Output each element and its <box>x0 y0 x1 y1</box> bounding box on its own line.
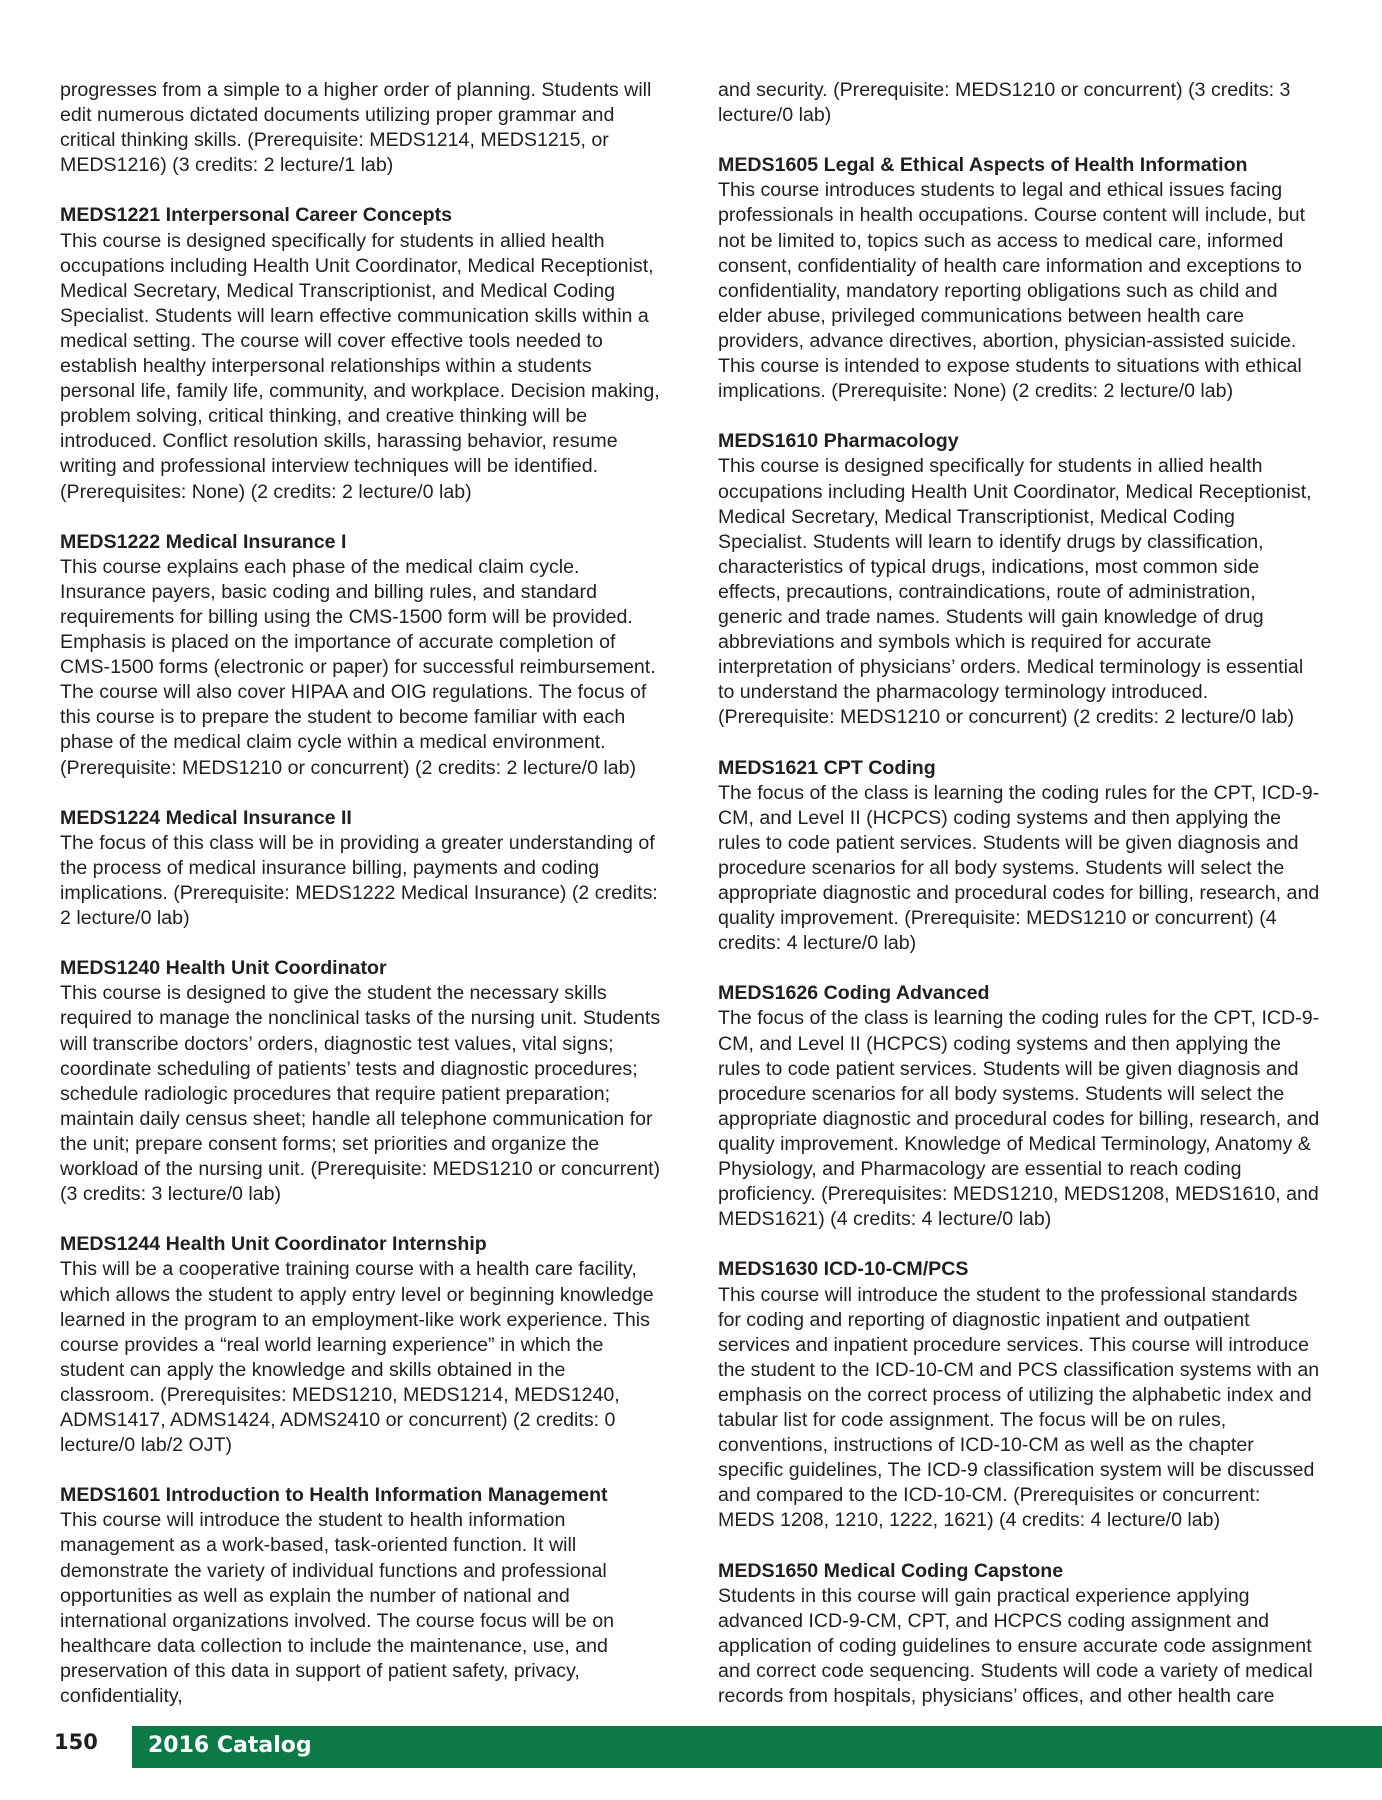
course-title: MEDS1621 CPT Coding <box>718 756 936 779</box>
left-column-intro: progresses from a simple to a higher order of planning. Students will edit numerous dictated documents utilizing proper grammar and critical thinking skills. (Prerequisite: MEDS1214, MEDS1215, or MEDS1216) (3 credits: 2 lecture/1 lab) <box>60 79 652 177</box>
course-entry-meds1621 <box>718 756 1322 957</box>
course-description: This course introduces students to legal and ethical issues facing professionals in health occupations. Course content will include, but not be limited to, topics such as access to medical care, informed consent, confidentiality of health care information and exceptions to confidentiality, mandatory reporting obligations such as child and elder abuse, privileged communications between health care providers, advance directives, abortion, physician-assisted suicide. This course is intended to expose students to situations with ethical implications. (Prerequisite: None) (2 credits: 2 lecture/0 lab) <box>718 179 1306 403</box>
course-entry-meds1240 <box>60 956 664 1207</box>
course-title: MEDS1244 Health Unit Coordinator Internship <box>60 1233 487 1256</box>
course-entry-meds1610 <box>718 429 1322 730</box>
course-entry-meds1222 <box>60 530 664 781</box>
course-description: This will be a cooperative training course with a health care facility, which allows the student to apply entry level or beginning knowledge learned in the program to an employment-like work experience. This course provides a “real world learning experience” in which the student can apply the knowledge and skills obtained in the classroom. (Prerequisites: MEDS1210, MEDS1214, MEDS1240, ADMS1417, ADMS1424, ADMS2410 or concurrent) (2 credits: 0 lecture/0 lab/2 OJT) <box>60 1258 654 1457</box>
course-entry-meds1244 <box>60 1232 664 1458</box>
course-title: MEDS1650 Medical Coding Capstone <box>718 1559 1064 1582</box>
catalog-label: 2016 Catalog <box>148 1733 312 1758</box>
course-entry-meds1626 <box>718 981 1322 1232</box>
course-title: MEDS1601 Introduction to Health Information Management <box>60 1484 608 1507</box>
course-title: MEDS1605 Legal & Ethical Aspects of Health Information <box>718 154 1248 177</box>
course-entry-meds1650 <box>718 1559 1322 1710</box>
course-description: This course will introduce the student to health information management as a work-based, task-oriented function. It will demonstrate the variety of individual functions and professional opportunities as well as explain the number of national and international organizations involved. The course focus will be on healthcare data collection to include the maintenance, use, and preservation of this data in support of patient safety, privacy, confidentiality, <box>60 1509 615 1707</box>
course-description: This course is designed to give the student the necessary skills required to manage the nonclinical tasks of the nursing unit. Students will transcribe doctors’ orders, diagnostic test values, vital signs; coordinate scheduling of patients’ tests and diagnostic procedures; schedule radiologic procedures that require patient preparation; maintain daily census sheet; handle all telephone communication for the unit; prepare consent forms; set priorities and organize the workload of the nursing unit. (Prerequisite: MEDS1210 or concurrent) (3 credits: 3 lecture/0 lab) <box>60 982 661 1206</box>
course-entry-meds1605 <box>718 153 1322 404</box>
course-description: The focus of the class is learning the coding rules for the CPT, ICD-9-CM, and Level II (HCPCS) coding systems and then applying the rules to code patient services. Students will be given diagnosis and procedure scenarios for all body systems. Students will select the appropriate diagnostic and procedural codes for billing, research, and quality improvement. Knowledge of Medical Terminology, Anatomy & Physiology, and Pharmacology are essential to reach coding proficiency. (Prerequisites: MEDS1210, MEDS1208, MEDS1610, and MEDS1621) (4 credits: 4 lecture/0 lab) <box>718 1007 1320 1231</box>
course-entry-meds1224 <box>60 806 664 931</box>
course-description: This course will introduce the student to the professional standards for coding and reporting of diagnostic inpatient and outpatient services and inpatient procedure services. This course will introduce the student to the ICD-10-CM and PCS classification systems with an emphasis on the correct process of utilizing the alphabetic index and tabular list for code assignment. The focus will be on rules, conventions, instructions of ICD-10-CM as well as the chapter specific guidelines, The ICD-9 classification system will be discussed and compared to the ICD-10-CM. (Prerequisites or concurrent: MEDS 1208, 1210, 1222, 1621) (4 credits: 4 lecture/0 lab) <box>718 1283 1320 1532</box>
course-title: MEDS1610 Pharmacology <box>718 430 959 453</box>
course-description: This course is designed specifically for students in allied health occupations including Health Unit Coordinator, Medical Receptionist, Medical Secretary, Medical Transcriptionist, and Medical Coding Specialist. Students will learn effective communication skills within a medical setting. The course will cover effective tools needed to establish healthy interpersonal relationships within a students personal life, family life, community, and workplace. Decision making, problem solving, critical thinking, and creative thinking will be introduced. Conflict resolution skills, harassing behavior, resume writing and professional interview techniques will be identified. (Prerequisites: None) (2 credits: 2 lecture/0 lab) <box>60 229 660 503</box>
page-columns <box>60 78 1322 1709</box>
right-column <box>718 78 1322 1709</box>
left-column <box>60 78 664 1709</box>
course-entry-meds1601 <box>60 1483 664 1709</box>
course-description: This course explains each phase of the medical claim cycle. Insurance payers, basic coding and billing rules, and standard requirements for billing using the CMS-1500 form will be provided. Emphasis is placed on the importance of accurate completion of CMS-1500 forms (electronic or paper) for successful reimbursement. The course will also cover HIPAA and OIG regulations. The focus of this course is to prepare the student to become familiar with each phase of the medical claim cycle within a medical environment. (Prerequisite: MEDS1210 or concurrent) (2 credits: 2 lecture/0 lab) <box>60 555 656 779</box>
footer-bar <box>132 1726 1382 1768</box>
course-title: MEDS1630 ICD-10-CM/PCS <box>718 1258 969 1281</box>
course-description: Students in this course will gain practical experience applying advanced ICD-9-CM, CPT, and HCPCS coding assignment and application of coding guidelines to ensure accurate code assignment and correct code sequencing. Students will code a variety of medical records from hospitals, physicians’ offices, and other health care <box>718 1584 1313 1707</box>
page-number: 150 <box>54 1730 98 1754</box>
course-description: The focus of this class will be in providing a greater understanding of the process of medical insurance billing, payments and coding implications. (Prerequisite: MEDS1222 Medical Insurance) (2 credits: 2 lecture/0 lab) <box>60 831 658 930</box>
course-description: This course is designed specifically for students in allied health occupations including Health Unit Coordinator, Medical Receptionist, Medical Secretary, Medical Transcriptionist, Medical Coding Specialist. Students will learn to identify drugs by classification, characteristics of typical drugs, indications, most common side effects, precautions, contraindications, route of administration, generic and trade names. Students will gain knowledge of drug abbreviations and symbols which is required for accurate interpretation of physicians’ orders. Medical terminology is essential to understand the pharmacology terminology introduced. (Prerequisite: MEDS1210 or concurrent) (2 credits: 2 lecture/0 lab) <box>718 455 1312 729</box>
course-title: MEDS1240 Health Unit Coordinator <box>60 957 387 980</box>
course-title: MEDS1222 Medical Insurance I <box>60 530 347 553</box>
course-description: The focus of the class is learning the coding rules for the CPT, ICD-9-CM, and Level II (HCPCS) coding systems and then applying the rules to code patient services. Students will be given diagnosis and procedure scenarios for all body systems. Students will select the appropriate diagnostic and procedural codes for billing, research, and quality improvement. (Prerequisite: MEDS1210 or concurrent) (4 credits: 4 lecture/0 lab) <box>718 781 1320 955</box>
course-entry-meds1221 <box>60 203 664 504</box>
course-title: MEDS1221 Interpersonal Career Concepts <box>60 204 453 227</box>
right-column-intro: and security. (Prerequisite: MEDS1210 or concurrent) (3 credits: 3 lecture/0 lab) <box>718 79 1291 127</box>
course-title: MEDS1626 Coding Advanced <box>718 982 990 1005</box>
course-title: MEDS1224 Medical Insurance II <box>60 806 352 829</box>
page-footer <box>0 1726 1382 1768</box>
course-entry-meds1630 <box>718 1257 1322 1533</box>
